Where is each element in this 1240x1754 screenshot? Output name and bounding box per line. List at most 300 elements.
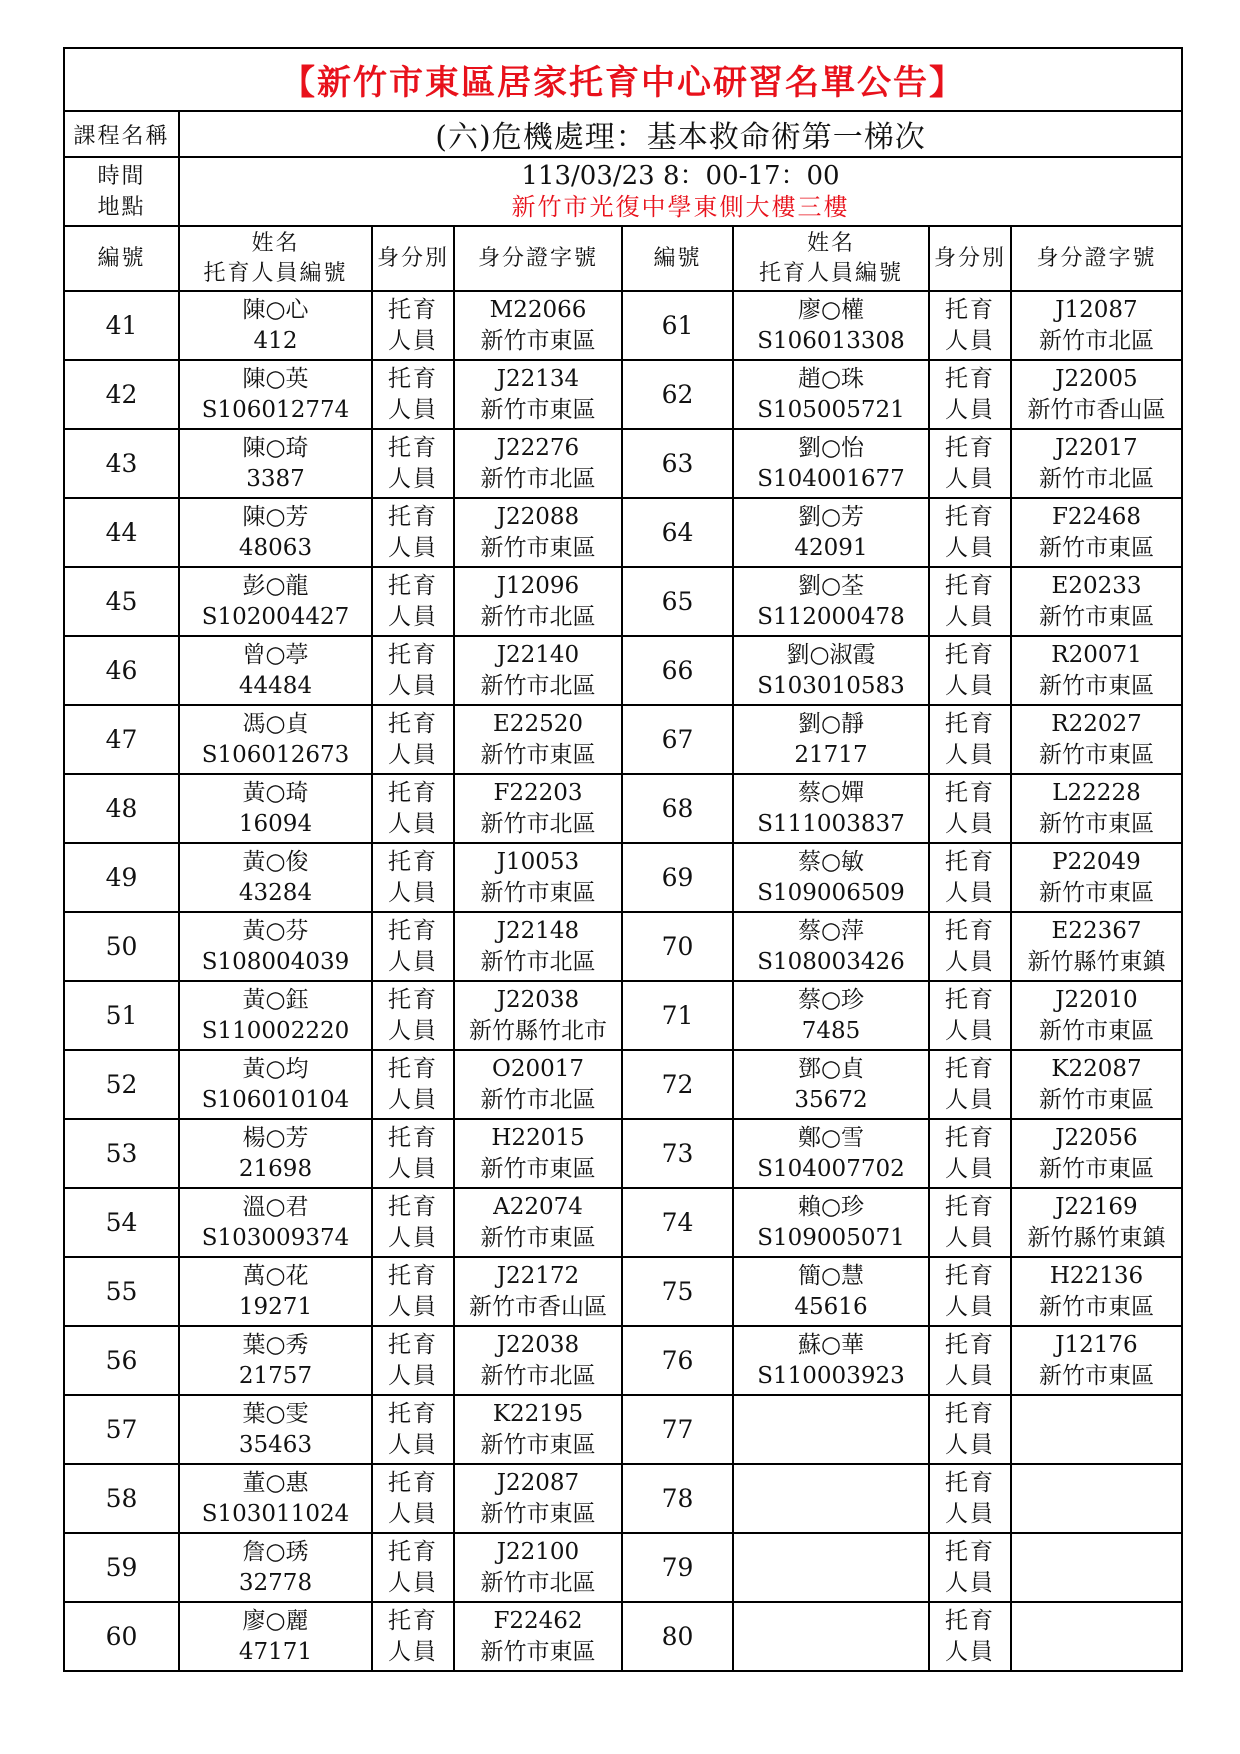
id-code-cell <box>454 1533 622 1602</box>
trainee-name-cell <box>179 1395 372 1464</box>
row-number: 57 <box>64 1395 179 1464</box>
identity-line1: 托育 <box>945 1124 995 1151</box>
identity-line1: 托育 <box>945 1331 995 1358</box>
district: 新竹縣竹北市 <box>469 1017 607 1044</box>
caregiver-code: S104007702 <box>757 1155 905 1182</box>
table-row <box>64 360 1182 429</box>
header-name-line2: 托育人員編號 <box>758 260 903 286</box>
district: 新竹縣竹東鎮 <box>1027 948 1166 975</box>
id-code: F22468 <box>1051 503 1142 530</box>
id-code-cell <box>454 429 622 498</box>
caregiver-code: S103011024 <box>201 1500 350 1527</box>
row-number: 60 <box>64 1602 179 1671</box>
caregiver-code: S109005071 <box>757 1224 905 1251</box>
announcement-title: 【新竹市東區居家托育中心研習名單公告】 <box>64 48 1182 111</box>
district: 新竹市東區 <box>480 1224 596 1251</box>
caregiver-code: 21717 <box>794 741 868 768</box>
caregiver-code: S106012774 <box>201 396 350 423</box>
caregiver-code: S103010583 <box>757 672 905 699</box>
trainee-name: 溫○君 <box>242 1193 309 1220</box>
id-code: J12096 <box>496 572 580 599</box>
identity-line1: 托育 <box>388 1331 438 1358</box>
trainee-name-cell <box>733 567 929 636</box>
trainee-name-cell <box>179 1119 372 1188</box>
id-code-cell <box>454 498 622 567</box>
id-code: J22148 <box>496 917 580 944</box>
id-code-cell <box>1011 1395 1182 1464</box>
header-name <box>733 226 929 291</box>
trainee-name: 彭○龍 <box>242 572 309 599</box>
identity-line2: 人員 <box>945 879 995 906</box>
trainee-name: 陳○心 <box>242 296 309 323</box>
id-code: J22134 <box>496 365 580 392</box>
course-label: 課程名稱 <box>64 111 179 157</box>
identity-cell <box>929 843 1011 912</box>
id-code: L22228 <box>1052 779 1141 806</box>
id-code: J12176 <box>1055 1331 1138 1358</box>
row-number: 44 <box>64 498 179 567</box>
session-time: 113/03/23 8：00-17：00 <box>521 160 840 191</box>
id-code: J22172 <box>496 1262 580 1289</box>
trainee-name: 黃○芬 <box>242 917 309 944</box>
id-code-cell <box>1011 912 1182 981</box>
trainee-name-cell <box>179 1464 372 1533</box>
identity-line2: 人員 <box>945 1224 995 1251</box>
identity-line1: 托育 <box>945 365 995 392</box>
caregiver-code: S110002220 <box>201 1017 350 1044</box>
table-row <box>64 774 1182 843</box>
trainee-name-cell <box>733 498 929 567</box>
caregiver-code: S105005721 <box>757 396 905 423</box>
id-code: J22088 <box>496 503 580 530</box>
identity-cell <box>372 498 454 567</box>
row-number: 63 <box>622 429 733 498</box>
identity-line1: 托育 <box>388 848 438 875</box>
identity-line2: 人員 <box>945 465 995 492</box>
identity-line2: 人員 <box>945 1293 995 1320</box>
caregiver-code: S108003426 <box>757 948 905 975</box>
row-number: 68 <box>622 774 733 843</box>
identity-line1: 托育 <box>388 1400 438 1427</box>
identity-line1: 托育 <box>388 1469 438 1496</box>
district: 新竹市東區 <box>1039 741 1154 768</box>
district: 新竹市東區 <box>480 327 596 354</box>
id-code-cell <box>454 1257 622 1326</box>
id-code-cell <box>454 636 622 705</box>
row-number: 64 <box>622 498 733 567</box>
id-code: J22038 <box>496 986 580 1013</box>
identity-cell <box>372 1188 454 1257</box>
trainee-name: 葉○秀 <box>242 1331 309 1358</box>
trainee-name: 黃○鈺 <box>242 986 309 1013</box>
identity-line2: 人員 <box>945 327 995 354</box>
id-code-cell <box>1011 981 1182 1050</box>
caregiver-code: S112000478 <box>757 603 905 630</box>
trainee-name-cell <box>733 843 929 912</box>
place-label: 地點 <box>97 194 146 220</box>
trainee-name: 陳○英 <box>242 365 309 392</box>
header-number: 編號 <box>622 226 733 291</box>
identity-line2: 人員 <box>945 948 995 975</box>
identity-cell <box>372 1050 454 1119</box>
identity-line2: 人員 <box>388 1500 438 1527</box>
identity-line1: 托育 <box>388 1124 438 1151</box>
id-code-cell <box>454 843 622 912</box>
identity-cell <box>929 774 1011 843</box>
trainee-name-cell <box>179 636 372 705</box>
trainee-name-cell <box>733 774 929 843</box>
identity-line2: 人員 <box>945 741 995 768</box>
identity-line2: 人員 <box>388 741 438 768</box>
identity-cell <box>372 429 454 498</box>
id-code-cell <box>1011 774 1182 843</box>
header-name-line1: 姓名 <box>806 230 855 256</box>
identity-line2: 人員 <box>945 1155 995 1182</box>
id-code: M22066 <box>489 296 587 323</box>
identity-cell <box>929 1464 1011 1533</box>
identity-line1: 托育 <box>945 1400 995 1427</box>
identity-cell <box>372 636 454 705</box>
trainee-name: 陳○琦 <box>242 434 309 461</box>
id-code: E22520 <box>493 710 583 737</box>
id-code-cell <box>1011 1257 1182 1326</box>
identity-line1: 托育 <box>945 986 995 1013</box>
row-number: 54 <box>64 1188 179 1257</box>
identity-line1: 托育 <box>388 1607 438 1634</box>
id-code: J22140 <box>496 641 580 668</box>
trainee-name: 葉○雯 <box>242 1400 309 1427</box>
header-number: 編號 <box>64 226 179 291</box>
identity-line2: 人員 <box>388 672 438 699</box>
caregiver-code: 21698 <box>238 1155 313 1182</box>
identity-line2: 人員 <box>388 1431 438 1458</box>
identity-line1: 托育 <box>388 917 438 944</box>
id-code-cell <box>454 1395 622 1464</box>
caregiver-code: S104001677 <box>757 465 905 492</box>
caregiver-code: S106012673 <box>201 741 350 768</box>
district: 新竹市北區 <box>1039 465 1154 492</box>
row-number: 46 <box>64 636 179 705</box>
trainee-name: 黃○均 <box>242 1055 309 1082</box>
identity-cell <box>929 912 1011 981</box>
caregiver-code: S111003837 <box>757 810 905 837</box>
table-row <box>64 429 1182 498</box>
header-name-line2: 托育人員編號 <box>203 260 348 286</box>
identity-cell <box>372 981 454 1050</box>
caregiver-code: S103009374 <box>201 1224 350 1251</box>
table-row <box>64 1533 1182 1602</box>
table-row <box>64 705 1182 774</box>
header-name <box>179 226 372 291</box>
table-row <box>64 291 1182 360</box>
identity-line2: 人員 <box>945 672 995 699</box>
id-code-cell <box>1011 1326 1182 1395</box>
district: 新竹市東區 <box>480 1155 596 1182</box>
district: 新竹市東區 <box>480 741 596 768</box>
district: 新竹市東區 <box>1039 1155 1154 1182</box>
district: 新竹市東區 <box>1039 603 1154 630</box>
identity-cell <box>372 1257 454 1326</box>
caregiver-code: S106010104 <box>201 1086 350 1113</box>
row-number: 73 <box>622 1119 733 1188</box>
identity-cell <box>929 1326 1011 1395</box>
row-number: 65 <box>622 567 733 636</box>
identity-line1: 托育 <box>388 1193 438 1220</box>
district: 新竹市東區 <box>1039 1293 1154 1320</box>
trainee-name: 鄧○貞 <box>797 1055 865 1082</box>
identity-line1: 托育 <box>388 1538 438 1565</box>
trainee-name-cell <box>733 360 929 429</box>
identity-line1: 托育 <box>945 1607 995 1634</box>
row-number: 70 <box>622 912 733 981</box>
identity-line2: 人員 <box>388 1362 438 1389</box>
trainee-name-cell <box>179 1050 372 1119</box>
identity-line2: 人員 <box>945 1569 995 1596</box>
trainee-name: 蔡○萍 <box>797 917 865 944</box>
table-row <box>64 843 1182 912</box>
id-code-cell <box>454 567 622 636</box>
row-number: 69 <box>622 843 733 912</box>
caregiver-code: 3387 <box>246 465 305 492</box>
identity-cell <box>372 843 454 912</box>
identity-line1: 托育 <box>945 572 995 599</box>
identity-line1: 托育 <box>945 503 995 530</box>
caregiver-code: 48063 <box>238 534 313 561</box>
id-code-cell <box>1011 1188 1182 1257</box>
trainee-name: 曾○葶 <box>242 641 309 668</box>
id-code-cell <box>1011 360 1182 429</box>
id-code-cell <box>454 705 622 774</box>
identity-cell <box>372 567 454 636</box>
trainee-name: 詹○琇 <box>242 1538 309 1565</box>
trainee-name: 劉○怡 <box>797 434 865 461</box>
identity-line2: 人員 <box>945 1086 995 1113</box>
row-number: 48 <box>64 774 179 843</box>
trainee-name-cell <box>733 1257 929 1326</box>
trainee-name-cell <box>733 1395 929 1464</box>
district: 新竹市北區 <box>480 810 596 837</box>
table-row <box>64 981 1182 1050</box>
row-number: 41 <box>64 291 179 360</box>
trainee-name: 劉○芳 <box>797 503 865 530</box>
id-code-cell <box>454 912 622 981</box>
identity-cell <box>929 360 1011 429</box>
identity-line1: 托育 <box>388 1055 438 1082</box>
identity-line1: 托育 <box>945 641 995 668</box>
identity-cell <box>372 774 454 843</box>
trainee-name-cell <box>179 1602 372 1671</box>
table-row <box>64 912 1182 981</box>
id-code-cell <box>454 981 622 1050</box>
caregiver-code: 16094 <box>238 810 313 837</box>
district: 新竹市東區 <box>480 1500 596 1527</box>
identity-line2: 人員 <box>945 1431 995 1458</box>
trainee-name: 蔡○嬋 <box>797 779 865 806</box>
identity-cell <box>372 360 454 429</box>
id-code-cell <box>454 360 622 429</box>
row-number: 62 <box>622 360 733 429</box>
trainee-name-cell <box>733 291 929 360</box>
identity-line2: 人員 <box>945 1017 995 1044</box>
identity-cell <box>372 1119 454 1188</box>
caregiver-code: 45616 <box>794 1293 868 1320</box>
identity-line2: 人員 <box>945 1638 995 1665</box>
identity-line1: 托育 <box>945 434 995 461</box>
identity-line2: 人員 <box>388 948 438 975</box>
identity-cell <box>929 291 1011 360</box>
identity-line2: 人員 <box>388 1569 438 1596</box>
row-number: 79 <box>622 1533 733 1602</box>
header-id-code: 身分證字號 <box>454 226 622 291</box>
trainee-name-cell <box>733 705 929 774</box>
identity-cell <box>372 1533 454 1602</box>
identity-cell <box>929 498 1011 567</box>
row-number: 50 <box>64 912 179 981</box>
id-code: R20071 <box>1051 641 1142 668</box>
identity-line1: 托育 <box>945 296 995 323</box>
trainee-name-cell <box>733 912 929 981</box>
district: 新竹市東區 <box>1039 810 1154 837</box>
district: 新竹市東區 <box>1039 1362 1154 1389</box>
trainee-name: 萬○花 <box>242 1262 309 1289</box>
trainee-name: 馮○貞 <box>242 710 309 737</box>
caregiver-code: 21757 <box>238 1362 313 1389</box>
trainee-name: 劉○靜 <box>797 710 865 737</box>
trainee-name-cell <box>733 1188 929 1257</box>
trainee-name: 劉○荃 <box>797 572 865 599</box>
id-code-cell <box>1011 1119 1182 1188</box>
row-number: 55 <box>64 1257 179 1326</box>
id-code: J12087 <box>1055 296 1138 323</box>
trainee-name: 賴○珍 <box>797 1193 865 1220</box>
identity-cell <box>929 1188 1011 1257</box>
identity-line2: 人員 <box>388 603 438 630</box>
header-identity: 身分別 <box>929 226 1011 291</box>
table-row <box>64 1395 1182 1464</box>
id-code: J22010 <box>1055 986 1138 1013</box>
row-number: 45 <box>64 567 179 636</box>
row-number: 61 <box>622 291 733 360</box>
identity-line1: 托育 <box>388 986 438 1013</box>
row-number: 78 <box>622 1464 733 1533</box>
row-number: 47 <box>64 705 179 774</box>
id-code: F22203 <box>493 779 583 806</box>
identity-line1: 托育 <box>388 572 438 599</box>
district: 新竹市北區 <box>480 1362 596 1389</box>
identity-line1: 托育 <box>388 296 438 323</box>
table-row <box>64 567 1182 636</box>
id-code-cell <box>454 1119 622 1188</box>
table-row <box>64 1602 1182 1671</box>
id-code-cell <box>1011 636 1182 705</box>
trainee-name: 黃○琦 <box>242 779 309 806</box>
caregiver-code: 32778 <box>238 1569 313 1596</box>
id-code: F22462 <box>493 1607 583 1634</box>
id-code-cell <box>454 1464 622 1533</box>
row-number: 49 <box>64 843 179 912</box>
row-number: 75 <box>622 1257 733 1326</box>
row-number: 77 <box>622 1395 733 1464</box>
identity-line2: 人員 <box>388 1017 438 1044</box>
caregiver-code: S108004039 <box>201 948 350 975</box>
identity-line2: 人員 <box>388 879 438 906</box>
district: 新竹市北區 <box>480 1086 596 1113</box>
identity-line1: 托育 <box>388 503 438 530</box>
identity-line1: 托育 <box>388 365 438 392</box>
id-code-cell <box>1011 1602 1182 1671</box>
district: 新竹市北區 <box>480 1569 596 1596</box>
trainee-name: 楊○芳 <box>242 1124 309 1151</box>
trainee-name-cell <box>179 981 372 1050</box>
table-row <box>64 1326 1182 1395</box>
identity-cell <box>929 1395 1011 1464</box>
id-code: H22015 <box>491 1124 585 1151</box>
trainee-name-cell <box>179 843 372 912</box>
id-code: J22017 <box>1055 434 1138 461</box>
id-code-cell <box>454 1050 622 1119</box>
id-code-cell <box>1011 291 1182 360</box>
identity-cell <box>372 705 454 774</box>
trainee-name-cell <box>179 567 372 636</box>
table-row <box>64 1464 1182 1533</box>
caregiver-code: S110003923 <box>757 1362 905 1389</box>
row-number: 56 <box>64 1326 179 1395</box>
row-number: 58 <box>64 1464 179 1533</box>
id-code-cell <box>1011 429 1182 498</box>
trainee-name-cell <box>179 1326 372 1395</box>
district: 新竹市北區 <box>480 672 596 699</box>
row-number: 76 <box>622 1326 733 1395</box>
id-code: A22074 <box>493 1193 583 1220</box>
header-identity: 身分別 <box>372 226 454 291</box>
header-name-line1: 姓名 <box>251 230 300 256</box>
trainee-name-cell <box>179 912 372 981</box>
id-code: J22038 <box>496 1331 580 1358</box>
identity-line1: 托育 <box>388 1262 438 1289</box>
caregiver-code: 412 <box>253 327 298 354</box>
caregiver-code: 7485 <box>801 1017 861 1044</box>
id-code-cell <box>454 291 622 360</box>
trainee-name: 趙○珠 <box>797 365 865 392</box>
time-place-value <box>179 157 1182 226</box>
caregiver-code: 42091 <box>794 534 868 561</box>
identity-line2: 人員 <box>388 534 438 561</box>
identity-line2: 人員 <box>388 1224 438 1251</box>
id-code-cell <box>454 1602 622 1671</box>
identity-line2: 人員 <box>388 810 438 837</box>
identity-line1: 托育 <box>945 710 995 737</box>
id-code-cell <box>1011 567 1182 636</box>
identity-line1: 托育 <box>388 641 438 668</box>
row-number: 53 <box>64 1119 179 1188</box>
id-code-cell <box>1011 1464 1182 1533</box>
identity-line2: 人員 <box>945 603 995 630</box>
identity-cell <box>929 705 1011 774</box>
trainee-name: 蘇○華 <box>797 1331 865 1358</box>
identity-cell <box>372 1326 454 1395</box>
row-number: 43 <box>64 429 179 498</box>
course-name: (六)危機處理：基本救命術第一梯次 <box>179 111 1182 157</box>
trainee-name-cell <box>179 360 372 429</box>
district: 新竹市北區 <box>480 465 596 492</box>
identity-line2: 人員 <box>388 327 438 354</box>
caregiver-code: 19271 <box>238 1293 313 1320</box>
id-code: K22195 <box>492 1400 584 1427</box>
trainee-name: 廖○麗 <box>242 1607 309 1634</box>
trainee-name-cell <box>179 774 372 843</box>
trainee-name: 蔡○敏 <box>797 848 865 875</box>
district: 新竹市東區 <box>480 396 596 423</box>
